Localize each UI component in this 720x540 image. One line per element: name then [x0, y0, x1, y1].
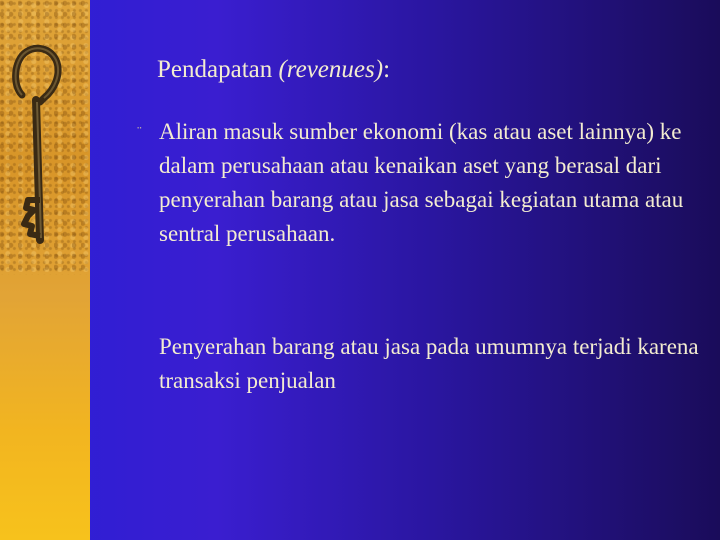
- decorative-strip: [0, 0, 90, 540]
- definition-paragraph: Aliran masuk sumber ekonomi (kas atau aset lainnya) ke dalam perusahaan atau kenaikan aset yang berasal dari penyerahan barang atau jasa sebagai kegiatan utama atau sentral perusahaan.: [159, 119, 684, 246]
- title-main: Pendapatan: [157, 56, 279, 83]
- note-paragraph: Penyerahan barang atau jasa pada umumnya terjadi karena transaksi penjualan: [159, 334, 699, 393]
- slide-title: [157, 56, 390, 84]
- key-icon: [6, 40, 76, 270]
- title-italic: (revenues): [278, 56, 384, 83]
- title-colon: :: [383, 56, 391, 83]
- bullet-icon: ¨: [137, 125, 142, 140]
